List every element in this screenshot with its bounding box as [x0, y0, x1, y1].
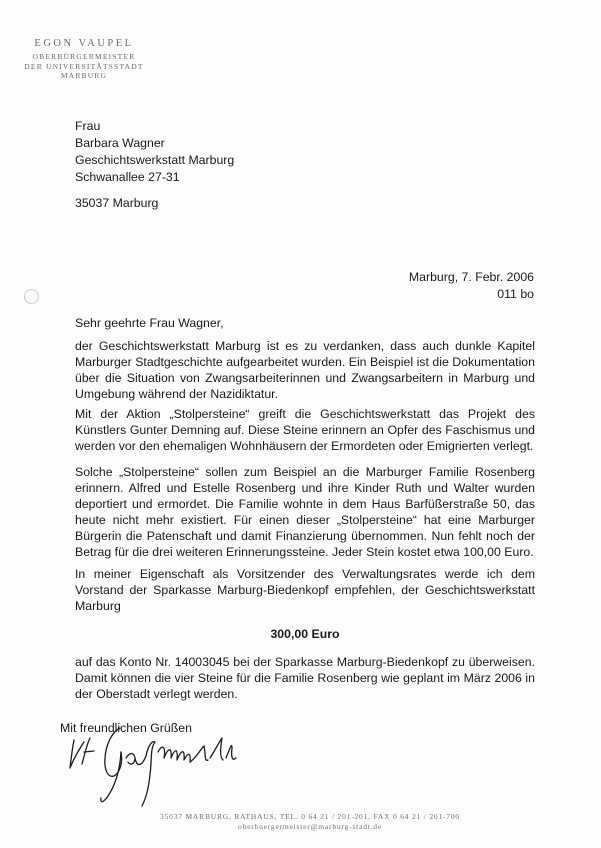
letterhead-name: EGON VAUPEL — [34, 38, 134, 49]
footer-email: oberbuergermeister@marburg-stadt.de — [238, 822, 382, 831]
paragraph-5: auf das Konto Nr. 14003045 bei der Sparkasse Marburg-Biedenkopf zu überweisen. Damit können die vier Steine für die Familie Rosenberg wie geplant im März 2006 in der Oberstadt verlegt werden. — [75, 655, 535, 701]
paragraph-2: Mit der Aktion „Stolpersteine“ greift die Geschichtswerkstatt das Projekt des Künstlers Gunter Demning auf. Diese Steine erinnern an Opfer des Faschismus und werden vor den ehemaligen Wohnhäusern der Ermordeten oder Emigrierten verlegt. — [75, 407, 535, 453]
recipient-city: 35037 Marburg — [75, 196, 159, 210]
letterhead-city: DER UNIVERSITÄTSSTADT MARBURG — [24, 62, 144, 80]
reference-code: 011 bo — [497, 287, 534, 301]
paragraph-3: Solche „Stolpersteine“ sollen zum Beispiel an die Marburger Familie Rosenberg erinnern. Alfred und Estelle Rosenberg und ihre Kinder Ruth und Walter wurden deportiert und ermordet. Die Familie wohnte in dem Haus Barfüßerstraße 50, das heute nicht mehr existiert. Für einen dieser „Stolpersteine“ hat eine Marburger Bürgerin die Patenschaft und damit Finanzierung übernommen. Nun fehlt noch der Betrag für die drei weiteren Erinnerungssteine. Jeder Stein kostet etwa 100,00 Euro. — [75, 465, 535, 559]
recipient-salutation-line: Frau — [75, 119, 101, 133]
recipient-organization: Geschichtswerkstatt Marburg — [75, 153, 235, 167]
signature-drawing — [60, 718, 250, 818]
transfer-amount: 300,00 Euro — [270, 627, 340, 641]
closing-formula: Mit freundlichen Grüßen — [60, 721, 192, 735]
handwritten-signature — [60, 718, 250, 823]
recipient-name: Barbara Wagner — [75, 136, 165, 150]
paragraph-1: der Geschichtswerkstatt Marburg ist es zu verdanken, dass auch dunkle Kapitel Marburger Stadtgeschichte aufgearbeitet wurden. Ein Beispiel ist die Dokumentation über die Situation von Zwangsarbeiterinnen und Zwangsarbeitern in Marburg und Umgebung während der Nazidiktatur. — [75, 339, 535, 401]
salutation: Sehr geehrte Frau Wagner, — [75, 316, 224, 330]
letterhead-title: OBERBÜRGERMEISTER — [32, 52, 136, 61]
footer-address: 35037 MARBURG, RATHAUS, TEL. 0 64 21 / 201-201, FAX 0 64 21 / 201-700 — [160, 812, 460, 821]
punch-hole-mark — [24, 289, 39, 304]
recipient-street: Schwanallee 27-31 — [75, 170, 180, 184]
date-line: Marburg, 7. Febr. 2006 — [408, 270, 534, 284]
paragraph-4: In meiner Eigenschaft als Vorsitzender des Verwaltungsrates werde ich dem Vorstand der Sparkasse Marburg-Biedenkopf empfehlen, der Geschichtswerkstatt Marburg — [75, 567, 535, 613]
